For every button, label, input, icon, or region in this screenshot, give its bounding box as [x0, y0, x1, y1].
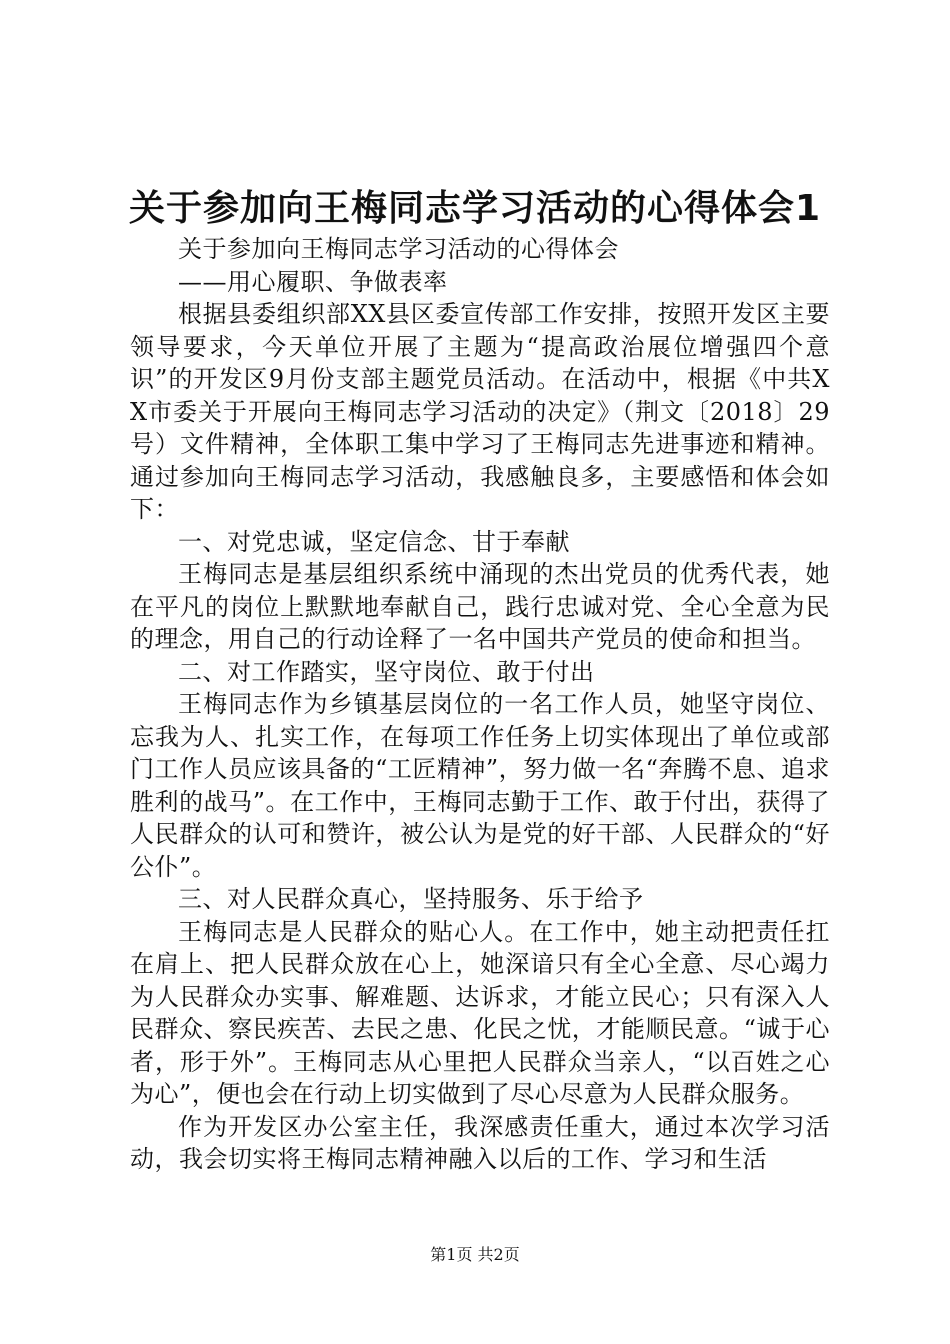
subtitle-tagline: ——用心履职、争做表率 — [178, 267, 448, 296]
section-heading-3: 三、对人民群众真心，坚持服务、乐于给予 — [178, 885, 644, 913]
section-heading-2: 二、对工作踏实，坚守岗位、敢于付出 — [178, 657, 595, 686]
section-paragraph-3: 王梅同志是人民群众的贴心人。在工作中，她主动把责任扛在肩上、把人民群众放在心上，她深谙只有全心全意、尽心竭力为人民群众办实事、解难题、达诉求，才能立民心；只有深入人民群众、察民疾苦、去民之患、化民之忧，才能顺民意。“诚于心者，形于外”。王梅同志从心里把人民群众当亲人，“以百姓之心为心”，便也会在行动上切实做到了尽心尽意为人民群众服务。 — [130, 917, 830, 1108]
section-paragraph-1: 王梅同志是基层组织系统中涌现的杰出党员的优秀代表，她在平凡的岗位上默默地奉献自己，践行忠诚对党、全心全意为民的理念，用自己的行动诠释了一名中国共产党员的使命和担当。 — [130, 560, 830, 653]
closing-paragraph: 作为开发区办公室主任，我深感责任重大，通过本次学习活动，我会切实将王梅同志精神融入以后的工作、学习和生活 — [130, 1112, 830, 1173]
intro-paragraph: 根据县委组织部XX县区委宣传部工作安排，按照开发区主要领导要求，今天单位开展了主题为“提高政治展位增强四个意识”的开发区9月份支部主题党员活动。在活动中，根据《中共XX市委关于开展向王梅同志学习活动的决定》（荆文〔2018〕29号）文件精神，全体职工集中学习了王梅同志先进事迹和精神。通过参加向王梅同志学习活动，我感触良多，主要感悟和体会如下： — [130, 300, 830, 523]
document-body — [130, 233, 830, 1176]
section-heading-1: 一、对党忠诚，坚定信念、甘于奉献 — [178, 527, 570, 556]
section-paragraph-2: 王梅同志作为乡镇基层岗位的一名工作人员，她坚守岗位、忘我为人、扎实工作，在每项工作任务上切实体现出了单位或部门工作人员应该具备的“工匠精神”，努力做一名“奔腾不息、追求胜利的战马”。在工作中，王梅同志勤于工作、敢于付出，获得了人民群众的认可和赞许，被公认为是党的好干部、人民群众的“好公仆”。 — [130, 690, 830, 881]
document-title: 关于参加向王梅同志学习活动的心得体会1 — [128, 188, 822, 229]
page-footer: 第1页 共2页 — [430, 1245, 520, 1264]
subtitle: 关于参加向王梅同志学习活动的心得体会 — [178, 235, 619, 263]
